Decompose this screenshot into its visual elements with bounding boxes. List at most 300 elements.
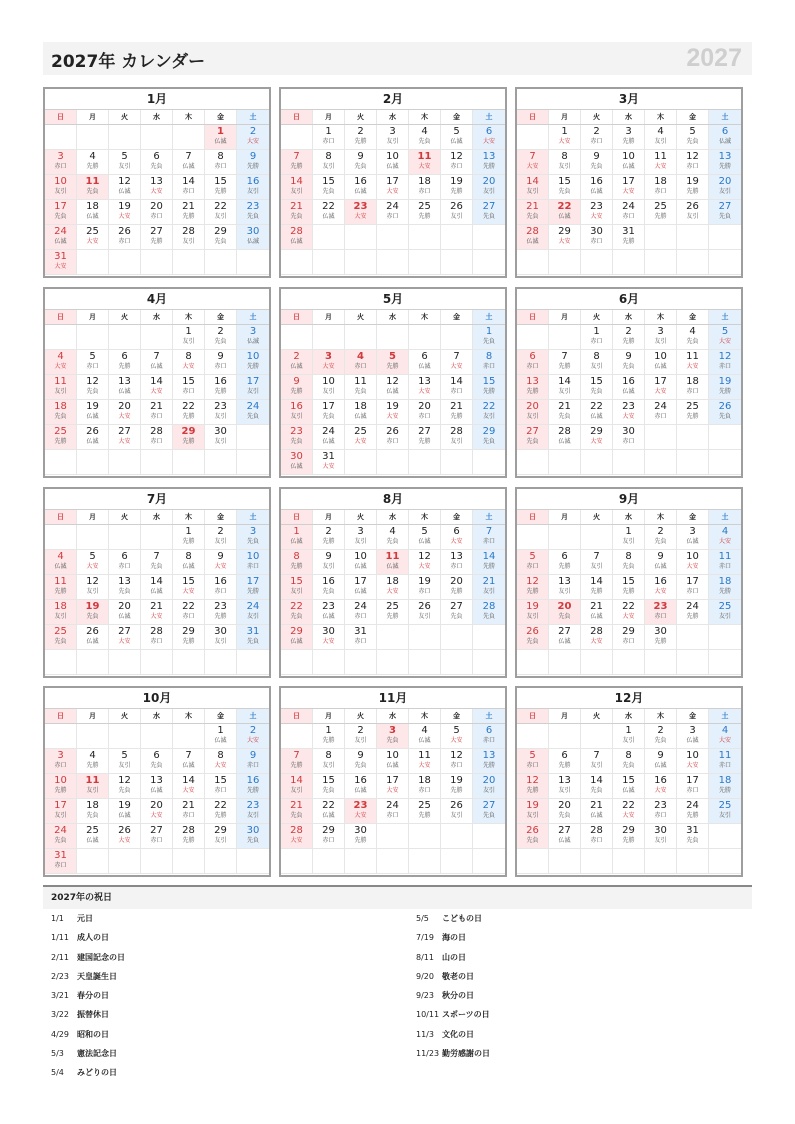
empty-cell: [173, 125, 205, 150]
rokuyo-label: 友引: [450, 438, 463, 445]
day-number: 16: [322, 576, 335, 587]
day-number: 31: [246, 626, 260, 637]
day-grid: [517, 525, 741, 675]
rokuyo-label: 仏滅: [622, 163, 635, 170]
empty-cell: [409, 225, 441, 250]
weekday-label: 土: [237, 510, 269, 524]
day-number: 2: [593, 126, 600, 137]
rokuyo-label: 赤口: [182, 388, 195, 395]
day-number: 15: [214, 176, 227, 187]
day-cell: [237, 375, 269, 400]
day-cell: [281, 799, 313, 824]
rokuyo-label: 仏滅: [86, 413, 99, 420]
holiday-item: [416, 1005, 490, 1024]
empty-cell: [473, 450, 505, 475]
weekday-label: 土: [709, 709, 741, 723]
day-number: 6: [121, 551, 128, 562]
day-cell: [109, 175, 141, 200]
empty-cell: [581, 650, 613, 675]
day-number: 17: [386, 176, 399, 187]
day-cell: [377, 175, 409, 200]
day-number: 3: [57, 750, 64, 761]
day-number: 31: [686, 825, 699, 836]
day-number: 11: [85, 176, 100, 187]
rokuyo-label: 仏滅: [590, 812, 603, 819]
day-cell: [645, 550, 677, 575]
holiday-item: [51, 967, 125, 986]
rokuyo-label: 友引: [54, 388, 67, 395]
day-number: 5: [529, 750, 536, 761]
day-number: 7: [293, 151, 300, 162]
day-number: 8: [217, 750, 224, 761]
weekday-label: 火: [345, 110, 377, 124]
month-block: [43, 87, 271, 278]
weekday-label: 火: [581, 709, 613, 723]
day-number: 1: [217, 126, 224, 137]
day-cell: [109, 150, 141, 175]
day-number: 30: [214, 426, 227, 437]
day-number: 29: [590, 426, 603, 437]
rokuyo-label: 友引: [558, 588, 571, 595]
empty-cell: [141, 250, 173, 275]
weekday-label: 日: [281, 709, 313, 723]
empty-cell: [441, 824, 473, 849]
day-number: 26: [686, 201, 699, 212]
day-number: 27: [526, 426, 539, 437]
day-cell: [281, 225, 313, 250]
day-cell: [313, 350, 345, 375]
empty-cell: [313, 650, 345, 675]
rokuyo-label: 赤口: [718, 762, 731, 769]
page-title: 2027年 カレンダー: [51, 52, 206, 72]
rokuyo-label: 仏滅: [118, 613, 131, 620]
day-number: 4: [389, 526, 396, 537]
weekday-label: 木: [173, 510, 205, 524]
day-number: 25: [418, 800, 431, 811]
rokuyo-label: 友引: [322, 388, 335, 395]
weekday-label: 月: [549, 310, 581, 324]
month-block: [43, 287, 271, 478]
day-number: 26: [418, 601, 431, 612]
rokuyo-label: 赤口: [526, 563, 539, 570]
day-number: 23: [654, 800, 667, 811]
day-number: 23: [214, 601, 227, 612]
day-cell: [709, 375, 741, 400]
day-grid: [281, 724, 505, 874]
day-number: 11: [54, 576, 67, 587]
day-number: 29: [290, 626, 303, 637]
empty-cell: [109, 325, 141, 350]
day-cell: [441, 375, 473, 400]
day-cell: [237, 150, 269, 175]
weekday-label: 月: [313, 310, 345, 324]
day-number: 18: [86, 800, 99, 811]
day-number: 25: [354, 426, 367, 437]
day-number: 29: [214, 226, 227, 237]
empty-cell: [409, 824, 441, 849]
day-cell: [517, 749, 549, 774]
holiday-item: [51, 1025, 125, 1044]
holiday-date: 1/11: [51, 933, 69, 943]
day-number: 16: [214, 576, 227, 587]
day-cell: [549, 400, 581, 425]
day-number: 8: [185, 551, 192, 562]
day-cell: [473, 150, 505, 175]
day-number: 19: [418, 576, 431, 587]
rokuyo-label: 仏滅: [54, 563, 67, 570]
month-title: 3月: [517, 89, 741, 110]
day-number: 5: [453, 126, 460, 137]
rokuyo-label: 大安: [118, 638, 131, 645]
day-cell: [141, 625, 173, 650]
weekday-header: [281, 510, 505, 525]
day-cell: [281, 350, 313, 375]
month-block: [515, 87, 743, 278]
rokuyo-label: 先負: [558, 613, 571, 620]
rokuyo-label: 赤口: [686, 787, 699, 794]
day-number: 16: [654, 775, 667, 786]
day-number: 11: [354, 376, 367, 387]
empty-cell: [237, 250, 269, 275]
empty-cell: [473, 250, 505, 275]
day-cell: [517, 175, 549, 200]
day-cell: [313, 125, 345, 150]
month-block: [279, 287, 507, 478]
rokuyo-label: 先負: [622, 363, 635, 370]
day-cell: [441, 150, 473, 175]
day-cell: [205, 150, 237, 175]
day-cell: [77, 150, 109, 175]
day-cell: [677, 325, 709, 350]
empty-cell: [517, 450, 549, 475]
day-number: 18: [418, 176, 431, 187]
day-number: 7: [485, 526, 493, 537]
day-cell: [237, 125, 269, 150]
day-cell: [109, 350, 141, 375]
empty-cell: [77, 125, 109, 150]
rokuyo-label: 先負: [526, 638, 539, 645]
day-number: 8: [561, 151, 568, 162]
day-cell: [645, 625, 677, 650]
holiday-date: 1/1: [51, 914, 64, 923]
holiday-item: [416, 948, 490, 967]
month-title: 11月: [281, 688, 505, 709]
day-cell: [581, 824, 613, 849]
month-block: [279, 487, 507, 678]
holiday-name: スポーツの日: [442, 1010, 490, 1020]
day-number: 2: [325, 526, 332, 537]
empty-cell: [613, 650, 645, 675]
day-cell: [709, 175, 741, 200]
day-cell: [613, 575, 645, 600]
rokuyo-label: 先負: [214, 338, 227, 345]
day-number: 2: [293, 351, 300, 362]
rokuyo-label: 赤口: [450, 163, 463, 170]
day-number: 20: [118, 601, 131, 612]
holiday-date: 9/20: [416, 971, 434, 981]
day-number: 5: [453, 725, 460, 736]
empty-cell: [517, 250, 549, 275]
holiday-column-right: [416, 909, 490, 1063]
rokuyo-label: 赤口: [718, 563, 731, 570]
day-cell: [677, 200, 709, 225]
day-cell: [205, 375, 237, 400]
day-number: 5: [389, 351, 396, 362]
rokuyo-label: 仏滅: [558, 213, 571, 220]
day-number: 24: [246, 401, 260, 412]
day-number: 10: [354, 551, 367, 562]
day-number: 24: [246, 601, 260, 612]
day-cell: [45, 774, 77, 799]
day-cell: [517, 824, 549, 849]
day-number: 17: [654, 376, 667, 387]
day-cell: [549, 550, 581, 575]
day-number: 27: [558, 626, 571, 637]
rokuyo-label: 大安: [386, 787, 399, 794]
day-number: 9: [357, 750, 364, 761]
day-number: 26: [450, 201, 463, 212]
day-number: 31: [54, 850, 67, 861]
day-cell: [45, 550, 77, 575]
empty-cell: [549, 724, 581, 749]
rokuyo-label: 仏滅: [86, 837, 99, 844]
day-number: 5: [89, 351, 96, 362]
day-cell: [409, 125, 441, 150]
day-cell: [141, 400, 173, 425]
day-number: 21: [290, 800, 303, 811]
day-number: 3: [249, 326, 257, 337]
day-cell: [473, 400, 505, 425]
day-number: 20: [482, 775, 496, 786]
day-number: 12: [526, 775, 539, 786]
weekday-header: [517, 310, 741, 325]
holiday-date: 7/19: [416, 933, 434, 943]
day-number: 13: [450, 551, 463, 562]
day-cell: [141, 375, 173, 400]
rokuyo-label: 赤口: [150, 213, 163, 220]
weekday-label: 火: [581, 510, 613, 524]
empty-cell: [45, 450, 77, 475]
rokuyo-label: 先勝: [182, 213, 195, 220]
empty-cell: [141, 125, 173, 150]
rokuyo-label: 先勝: [686, 188, 699, 195]
rokuyo-label: 先勝: [718, 787, 731, 794]
day-number: 16: [622, 376, 635, 387]
rokuyo-label: 仏滅: [118, 388, 131, 395]
day-number: 6: [421, 351, 428, 362]
rokuyo-label: 大安: [290, 837, 303, 844]
day-cell: [281, 200, 313, 225]
day-number: 19: [526, 800, 539, 811]
holiday-column-left: [51, 909, 125, 1083]
rokuyo-label: 赤口: [150, 438, 163, 445]
rokuyo-label: 友引: [290, 787, 303, 794]
rokuyo-label: 先負: [54, 638, 67, 645]
day-number: 4: [657, 126, 664, 137]
rokuyo-label: 先勝: [386, 363, 399, 370]
empty-cell: [517, 125, 549, 150]
empty-cell: [709, 625, 741, 650]
empty-cell: [709, 650, 741, 675]
day-number: 20: [557, 601, 572, 612]
rokuyo-label: 先勝: [290, 762, 303, 769]
empty-cell: [205, 450, 237, 475]
rokuyo-label: 赤口: [354, 363, 367, 370]
day-cell: [581, 749, 613, 774]
rokuyo-label: 大安: [482, 138, 495, 145]
day-number: 21: [558, 401, 571, 412]
day-cell: [613, 799, 645, 824]
rokuyo-label: 赤口: [482, 538, 495, 545]
rokuyo-label: 友引: [526, 413, 539, 420]
weekday-label: 日: [45, 310, 77, 324]
day-number: 24: [386, 201, 399, 212]
rokuyo-label: 大安: [118, 413, 131, 420]
empty-cell: [77, 250, 109, 275]
rokuyo-label: 先勝: [418, 438, 431, 445]
day-cell: [613, 550, 645, 575]
day-cell: [281, 749, 313, 774]
rokuyo-label: 赤口: [182, 188, 195, 195]
empty-cell: [613, 849, 645, 874]
day-cell: [345, 799, 377, 824]
rokuyo-label: 大安: [118, 438, 131, 445]
rokuyo-label: 先負: [246, 837, 259, 844]
day-number: 4: [57, 351, 64, 362]
weekday-label: 月: [77, 110, 109, 124]
day-cell: [581, 400, 613, 425]
rokuyo-label: 先勝: [450, 413, 463, 420]
day-number: 18: [654, 176, 667, 187]
day-cell: [409, 575, 441, 600]
day-cell: [581, 125, 613, 150]
rokuyo-label: 先負: [526, 213, 539, 220]
day-number: 24: [686, 800, 699, 811]
weekday-header: [45, 110, 269, 125]
day-cell: [517, 425, 549, 450]
rokuyo-label: 先負: [322, 188, 335, 195]
day-number: 19: [386, 401, 399, 412]
day-cell: [441, 400, 473, 425]
rokuyo-label: 先勝: [418, 812, 431, 819]
rokuyo-label: 仏滅: [322, 438, 335, 445]
rokuyo-label: 先勝: [482, 563, 495, 570]
rokuyo-label: 仏滅: [214, 138, 227, 145]
rokuyo-label: 先勝: [686, 413, 699, 420]
day-number: 1: [217, 725, 224, 736]
day-cell: [581, 774, 613, 799]
day-number: 19: [85, 601, 100, 612]
day-cell: [313, 200, 345, 225]
holiday-name: 成人の日: [77, 933, 109, 943]
rokuyo-label: 友引: [558, 787, 571, 794]
weekday-label: 木: [409, 510, 441, 524]
day-cell: [173, 375, 205, 400]
rokuyo-label: 先負: [686, 138, 699, 145]
month-block: [279, 686, 507, 877]
rokuyo-label: 大安: [214, 762, 227, 769]
day-number: 24: [354, 601, 367, 612]
rokuyo-label: 先勝: [526, 588, 539, 595]
day-number: 21: [526, 201, 539, 212]
day-cell: [709, 525, 741, 550]
day-cell: [173, 325, 205, 350]
day-number: 27: [150, 226, 163, 237]
empty-cell: [549, 450, 581, 475]
weekday-label: 火: [581, 110, 613, 124]
rokuyo-label: 友引: [54, 812, 67, 819]
holiday-date: 9/23: [416, 991, 434, 1001]
day-cell: [645, 724, 677, 749]
day-number: 4: [689, 326, 696, 337]
rokuyo-label: 友引: [590, 363, 603, 370]
day-number: 26: [86, 426, 99, 437]
holiday-date: 4/29: [51, 1029, 69, 1039]
rokuyo-label: 先負: [150, 163, 163, 170]
day-cell: [345, 575, 377, 600]
day-cell: [677, 350, 709, 375]
rokuyo-label: 仏滅: [654, 762, 667, 769]
day-cell: [709, 600, 741, 625]
empty-cell: [109, 724, 141, 749]
day-cell: [473, 724, 505, 749]
rokuyo-label: 赤口: [118, 238, 131, 245]
day-number: 3: [389, 126, 396, 137]
rokuyo-label: 先勝: [290, 163, 303, 170]
rokuyo-label: 仏滅: [718, 138, 731, 145]
day-cell: [473, 749, 505, 774]
rokuyo-label: 仏滅: [418, 538, 431, 545]
day-cell: [281, 625, 313, 650]
day-number: 9: [357, 151, 364, 162]
day-number: 21: [590, 601, 603, 612]
empty-cell: [45, 525, 77, 550]
day-number: 8: [485, 351, 493, 362]
day-number: 30: [654, 626, 667, 637]
day-cell: [409, 600, 441, 625]
day-number: 1: [561, 126, 568, 137]
rokuyo-label: 赤口: [386, 213, 399, 220]
holiday-name: 勤労感謝の日: [442, 1049, 490, 1059]
empty-cell: [237, 450, 269, 475]
rokuyo-label: 先勝: [322, 737, 335, 744]
empty-cell: [45, 325, 77, 350]
day-cell: [109, 749, 141, 774]
day-number: 20: [450, 576, 463, 587]
weekday-label: 日: [45, 110, 77, 124]
month-title: 6月: [517, 289, 741, 310]
holiday-date: 5/3: [51, 1049, 64, 1059]
day-number: 27: [118, 426, 131, 437]
day-number: 7: [185, 151, 192, 162]
month-title: 7月: [45, 489, 269, 510]
day-number: 18: [86, 201, 99, 212]
month-block: [43, 686, 271, 877]
rokuyo-label: 仏滅: [654, 563, 667, 570]
rokuyo-label: 仏滅: [386, 388, 399, 395]
rokuyo-label: 仏滅: [322, 213, 335, 220]
day-cell: [473, 774, 505, 799]
day-number: 22: [590, 401, 603, 412]
rokuyo-label: 大安: [150, 812, 163, 819]
rokuyo-label: 先勝: [354, 837, 367, 844]
day-cell: [77, 175, 109, 200]
rokuyo-label: 先勝: [718, 163, 731, 170]
day-number: 17: [322, 401, 335, 412]
day-number: 6: [153, 750, 160, 761]
weekday-label: 木: [645, 709, 677, 723]
holiday-item: [416, 967, 490, 986]
